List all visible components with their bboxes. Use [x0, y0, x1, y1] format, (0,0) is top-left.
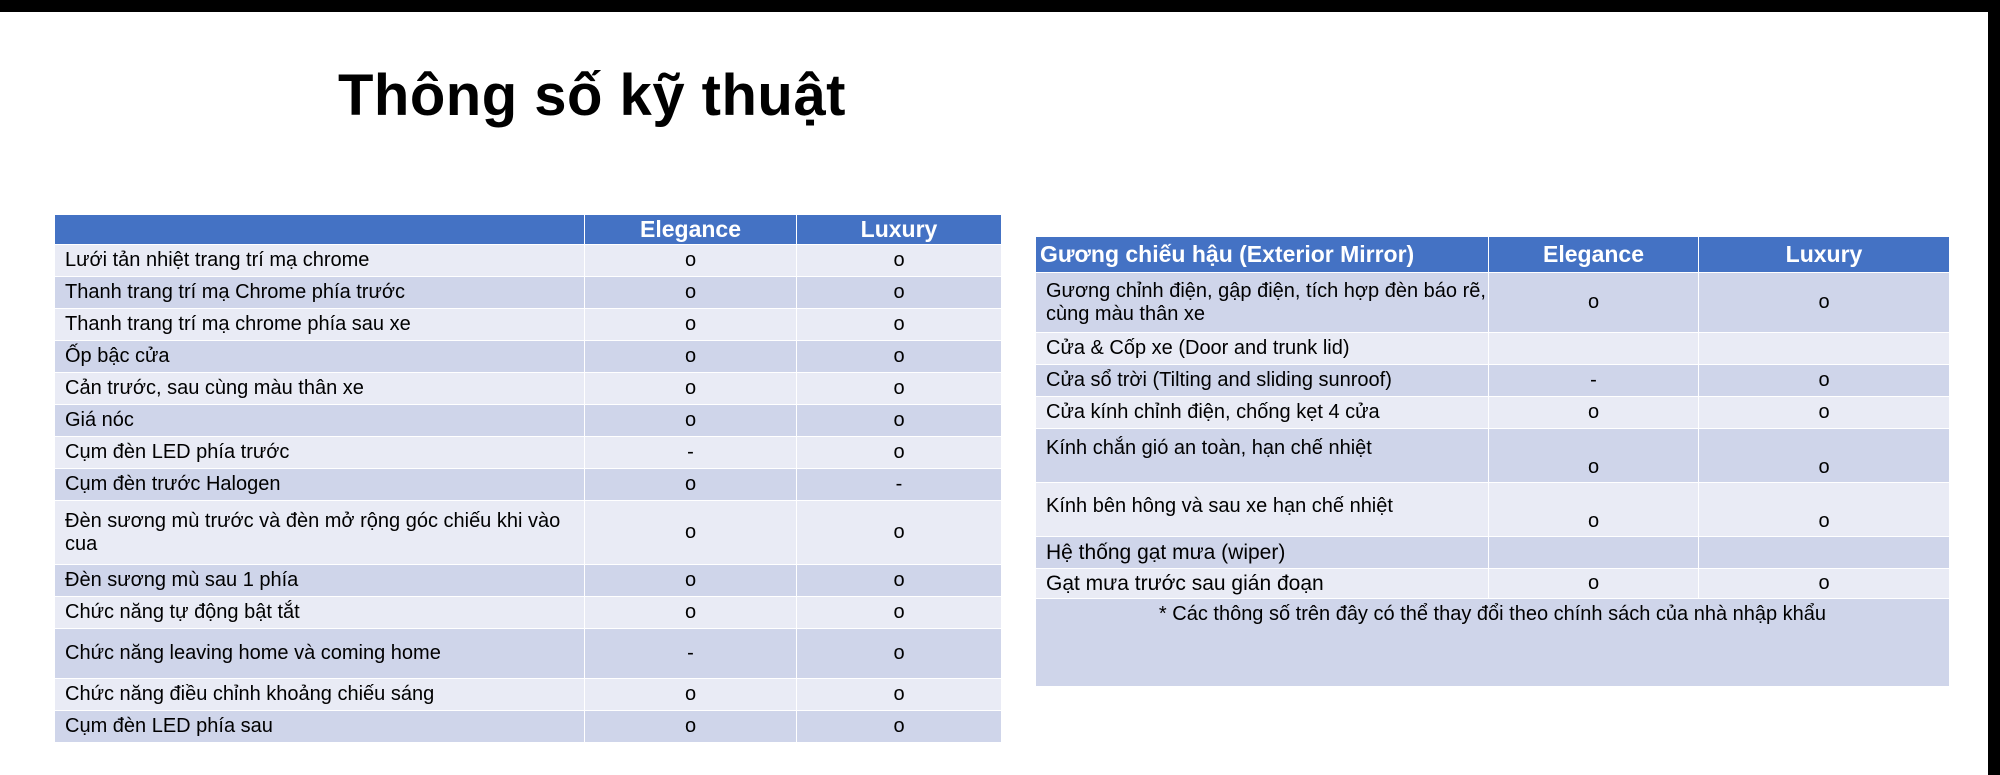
header-blank	[55, 215, 585, 245]
row-label: Hệ thống gạt mưa (wiper)	[1036, 537, 1489, 569]
elegance-value: o	[1489, 569, 1699, 599]
row-label: Cửa kính chỉnh điện, chống kẹt 4 cửa	[1036, 397, 1489, 429]
luxury-value: o	[797, 373, 1002, 405]
table-row	[55, 629, 1002, 679]
header-exterior-mirror: Gương chiếu hậu (Exterior Mirror)	[1036, 237, 1489, 273]
elegance-value: o	[585, 277, 797, 309]
table-row	[55, 277, 1002, 309]
table-row	[1036, 537, 1950, 569]
elegance-value: o	[585, 501, 797, 565]
elegance-value	[1489, 333, 1699, 365]
table-row	[1036, 483, 1950, 537]
row-label: Thanh trang trí mạ chrome phía sau xe	[55, 309, 585, 341]
row-label: Kính bên hông và sau xe hạn chế nhiệt	[1036, 483, 1489, 537]
table-row	[55, 405, 1002, 437]
luxury-value: o	[797, 309, 1002, 341]
page-title: Thông số kỹ thuật	[338, 63, 846, 128]
table-row	[55, 469, 1002, 501]
luxury-value: o	[1699, 569, 1950, 599]
row-label: Cửa sổ trời (Tilting and sliding sunroof)	[1036, 365, 1489, 397]
row-label: Giá nóc	[55, 405, 585, 437]
elegance-value: o	[585, 565, 797, 597]
elegance-value: o	[1489, 397, 1699, 429]
row-label: Đèn sương mù trước và đèn mở rộng góc chiếu khi vào cua	[55, 501, 585, 565]
row-label: Thanh trang trí mạ Chrome phía trước	[55, 277, 585, 309]
table-header-row	[1036, 237, 1950, 273]
row-label: Cụm đèn LED phía trước	[55, 437, 585, 469]
table-row	[1036, 365, 1950, 397]
elegance-value: o	[585, 373, 797, 405]
table-row	[55, 373, 1002, 405]
elegance-value: o	[585, 309, 797, 341]
elegance-value: o	[1489, 483, 1699, 537]
row-label: Chức năng điều chỉnh khoảng chiếu sáng	[55, 679, 585, 711]
row-label: Gương chỉnh điện, gập điện, tích hợp đèn báo rẽ, cùng màu thân xe	[1036, 273, 1489, 333]
table-row	[55, 309, 1002, 341]
luxury-value: o	[797, 341, 1002, 373]
row-label: Chức năng tự động bật tắt	[55, 597, 585, 629]
elegance-value: o	[585, 711, 797, 743]
luxury-value: o	[797, 405, 1002, 437]
elegance-value: -	[1489, 365, 1699, 397]
header-luxury: Luxury	[1699, 237, 1950, 273]
row-label: Lưới tản nhiệt trang trí mạ chrome	[55, 245, 585, 277]
table-row	[55, 679, 1002, 711]
note-row	[1036, 599, 1950, 687]
elegance-value: o	[585, 597, 797, 629]
luxury-value: o	[1699, 365, 1950, 397]
elegance-value: o	[1489, 273, 1699, 333]
row-label: Cụm đèn trước Halogen	[55, 469, 585, 501]
table-row	[1036, 429, 1950, 483]
row-label: Đèn sương mù sau 1 phía	[55, 565, 585, 597]
luxury-value: o	[797, 679, 1002, 711]
elegance-value: o	[585, 405, 797, 437]
elegance-value: -	[585, 629, 797, 679]
luxury-value	[1699, 537, 1950, 569]
elegance-value: -	[585, 437, 797, 469]
table-row	[55, 501, 1002, 565]
table-row	[55, 245, 1002, 277]
table-row	[55, 711, 1002, 743]
row-label: Cản trước, sau cùng màu thân xe	[55, 373, 585, 405]
luxury-value: o	[797, 245, 1002, 277]
header-elegance: Elegance	[1489, 237, 1699, 273]
lighting-spec-table	[54, 214, 1002, 743]
luxury-value: o	[797, 711, 1002, 743]
elegance-value	[1489, 537, 1699, 569]
mirror-window-spec-table	[1035, 236, 1950, 687]
luxury-value: o	[1699, 483, 1950, 537]
table-row	[1036, 273, 1950, 333]
elegance-value: o	[1489, 429, 1699, 483]
table-row	[55, 341, 1002, 373]
header-luxury: Luxury	[797, 215, 1002, 245]
luxury-value: -	[797, 469, 1002, 501]
table-row	[55, 437, 1002, 469]
luxury-value: o	[1699, 429, 1950, 483]
row-label: Chức năng leaving home và coming home	[55, 629, 585, 679]
luxury-value: o	[1699, 273, 1950, 333]
table-row	[55, 565, 1002, 597]
row-label: Gạt mưa trước sau gián đoạn	[1036, 569, 1489, 599]
table-row	[1036, 569, 1950, 599]
luxury-value: o	[797, 437, 1002, 469]
row-label: Cụm đèn LED phía sau	[55, 711, 585, 743]
elegance-value: o	[585, 469, 797, 501]
luxury-value: o	[797, 501, 1002, 565]
luxury-value	[1699, 333, 1950, 365]
luxury-value: o	[797, 597, 1002, 629]
row-label: Cửa & Cốp xe (Door and trunk lid)	[1036, 333, 1489, 365]
luxury-value: o	[797, 629, 1002, 679]
header-elegance: Elegance	[585, 215, 797, 245]
luxury-value: o	[797, 277, 1002, 309]
elegance-value: o	[585, 341, 797, 373]
footnote: * Các thông số trên đây có thể thay đổi theo chính sách của nhà nhập khẩu	[1036, 599, 1950, 687]
table-row	[55, 597, 1002, 629]
table-header-row	[55, 215, 1002, 245]
elegance-value: o	[585, 245, 797, 277]
elegance-value: o	[585, 679, 797, 711]
row-label: Kính chắn gió an toàn, hạn chế nhiệt	[1036, 429, 1489, 483]
luxury-value: o	[797, 565, 1002, 597]
luxury-value: o	[1699, 397, 1950, 429]
table-row	[1036, 397, 1950, 429]
table-row	[1036, 333, 1950, 365]
row-label: Ốp bậc cửa	[55, 341, 585, 373]
